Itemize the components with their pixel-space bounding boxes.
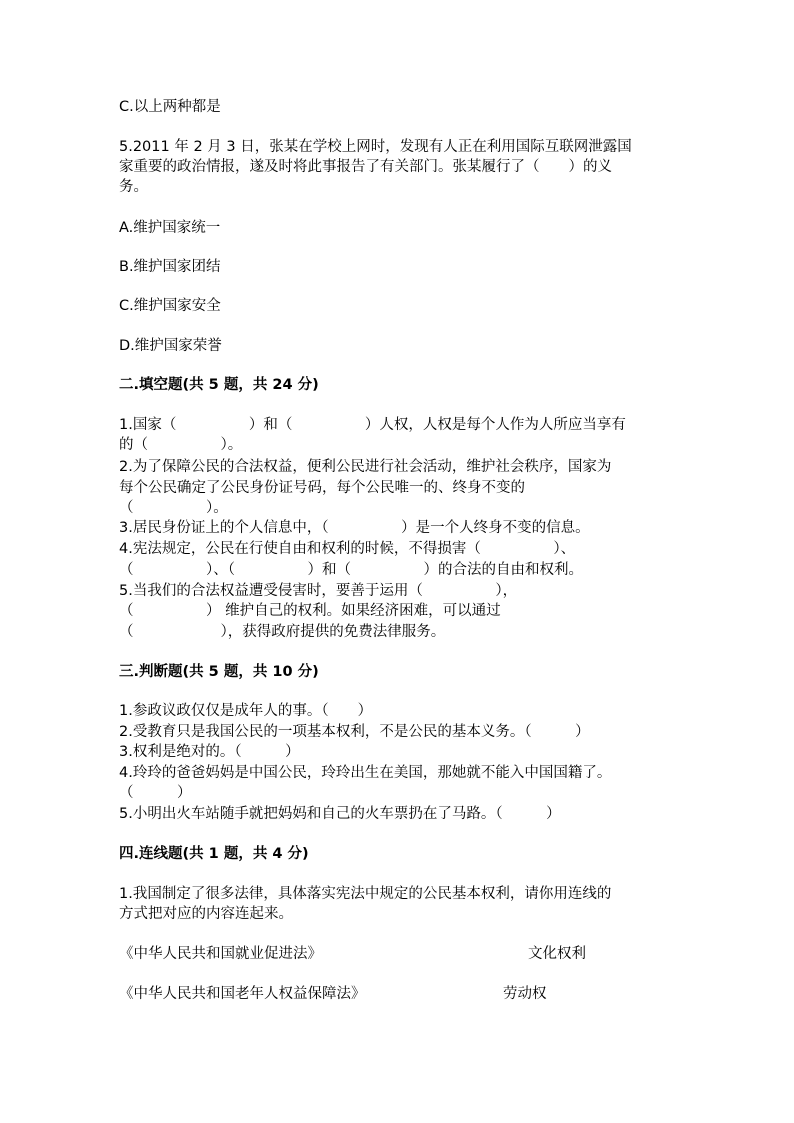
option-b: B.维护国家团结 [119, 259, 221, 275]
question-5-line-2: 家重要的政治情报，遂及时将此事报告了有关部门。张某履行了（ ）的义 [119, 159, 612, 175]
judge-line: 1.参政议政仅仅是成年人的事。（ ） [119, 703, 373, 719]
judge-line: 5.小明出火车站随手就把妈妈和自己的火车票扔在了马路。（ ） [119, 806, 561, 822]
match-right-item: 劳动权 [503, 986, 547, 1002]
match-left-item: 《中华人民共和国老年人权益保障法》 [119, 986, 366, 1002]
match-question-line-1: 1.我国制定了很多法律，具体落实宪法中规定的公民基本权利，请你用连线的 [119, 886, 612, 902]
judge-section-heading: 三.判断题(共 5 题，共 10 分) [119, 664, 319, 680]
fill-line: 2.为了保障公民的合法权益，便利公民进行社会活动，维护社会秩序，国家为 [119, 459, 612, 475]
option-d: D.维护国家荣誉 [119, 338, 222, 354]
option-a: A.维护国家统一 [119, 220, 221, 236]
fill-line: 5.当我们的合法权益遭受侵害时，要善于运用（ ）， [119, 583, 518, 599]
question-5-line-3: 务。 [119, 179, 148, 195]
judge-line: 4.玲玲的爸爸妈妈是中国公民，玲玲出生在美国，那她就不能入中国国籍了。 [119, 765, 612, 781]
match-right-item: 文化权利 [528, 946, 586, 962]
fill-line: （ ） 维护自己的权利。如果经济困难，可以通过 [119, 603, 501, 619]
option-c-previous: C.以上两种都是 [119, 99, 221, 115]
match-left-item: 《中华人民共和国就业促进法》 [119, 946, 322, 962]
fill-line: 1.国家（ ）和（ ）人权，人权是每个人作为人所应当享有 [119, 417, 626, 433]
fill-line: 的（ ）。 [119, 437, 243, 453]
fill-line: （ ）。 [119, 500, 228, 516]
judge-line: 3.权利是绝对的。（ ） [119, 744, 300, 760]
fill-line: 3.居民身份证上的个人信息中，（ ）是一个人终身不变的信息。 [119, 520, 590, 536]
fill-section-heading: 二.填空题(共 5 题，共 24 分) [119, 377, 319, 393]
option-c: C.维护国家安全 [119, 298, 221, 314]
match-question-line-2: 方式把对应的内容连起来。 [119, 906, 293, 922]
judge-line: （ ） [119, 785, 192, 801]
question-5-line-1: 5.2011 年 2 月 3 日，张某在学校上网时，发现有人正在利用国际互联网泄露国 [119, 139, 632, 155]
fill-line: 4.宪法规定，公民在行使自由和权利的时候，不得损害（ ）、 [119, 541, 576, 557]
fill-line: （ ），获得政府提供的免费法律服务。 [119, 624, 446, 640]
fill-line: 每个公民确定了公民身份证号码，每个公民唯一的、终身不变的 [119, 480, 525, 496]
fill-line: （ ）、（ ）和（ ）的合法的自由和权利。 [119, 562, 583, 578]
judge-line: 2.受教育只是我国公民的一项基本权利，不是公民的基本义务。（ ） [119, 724, 590, 740]
match-section-heading: 四.连线题(共 1 题，共 4 分) [119, 846, 309, 862]
